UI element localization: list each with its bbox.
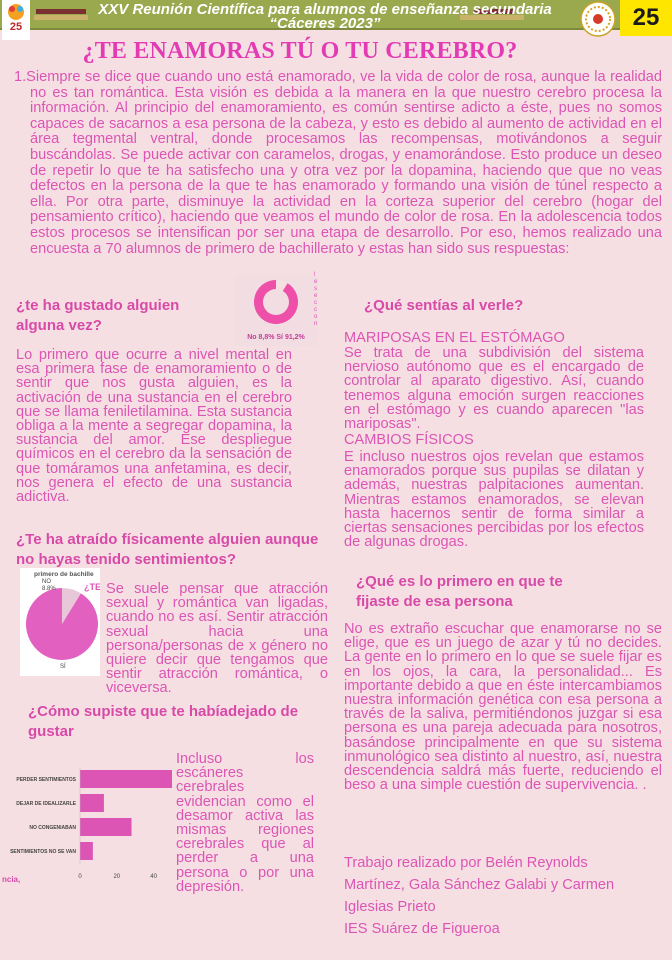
credits-line: Iglesias Prieto — [344, 899, 436, 915]
intro-number: 1. — [14, 69, 27, 85]
pie-label-no-pct: 8.8% — [42, 586, 56, 592]
pie-title: primero de bachille — [34, 571, 94, 578]
donut-chart — [234, 276, 318, 346]
intro-text: Siempre se dice que cuando uno está enamorado, ve la vida de color de rosa, aunque la realidad no es tan romántica. Esta visión es debida a la manera en la que nuestro cerebro procesa la información. Al principio del enamoramiento, es común sentirse adicto a éste, pues no somos capaces de sacarnos a esa persona de la cabeza, y esto es debido al aumento de actividad en el área tegmental ventral, donde procesamos las recompensas, motivándonos a seguir buscándolas. Se puede activar con caramelos, drogas, y enamorándose. Esto produce un deseo de repetir lo que te ha satisfecho una y otra vez por la dopamina, haciendo que que no veas defectos en la persona de la que te has enamorado y formando una visión de túnel respecto a ella. Por otra parte, disminuye la actividad en la corteza superior del cerebro (hogar del pensamiento crítico), haciendo que veamos el mundo de color de rosa. En la adolescencia todos estos procesos se intensifican por ser una etapa de desarrollo. Por eso, hemos realizado una encuesta a 70 alumnos de primero de bachillerato y estas han sido sus respuestas: — [26, 69, 662, 257]
bar-dejar-de-idealizarle — [80, 794, 104, 812]
text-q1: Lo primero que ocurre a nivel mental en esa primera fase de enamoramiento o de sentir que nos gusta alguien, es la activación de una sustancia en el cerebro que se llama feniletilamina. Esta sustancia obliga a la mente a segregar dopamina, la sustancia del amor. Ese despliegue químicos en el cerebro da la sensación de que tomáramos una anfetamina, es decir, nos genera el efecto de una sustancia adictiva. — [16, 347, 292, 506]
bar-category-label: PERDER SENTIMIENTOS — [16, 777, 76, 783]
bar-category-label: DEJAR DE IDEALIZARLE — [16, 801, 76, 807]
bar-tick-label: 20 — [113, 874, 121, 880]
credits-line: Trabajo realizado por Belén Reynolds — [344, 855, 588, 871]
bar-sentimientos-no-se-van — [80, 842, 93, 860]
event-title — [90, 3, 560, 31]
text-q5: No es extraño escuchar que enamorarse no se elige, que es un juego de azar y tú no decides. La gente en lo primero en lo que se suele fijar es en los ojos, la cara, la personalidad... Es importante debido a que en éste intercambiamos nuestra información genética con esa persona a través de la saliva, permitiéndonos juzgar si esa persona es una pareja adecuada para nosotros, basándose principalmente en que su sistema inmunológico sea distinto al nuestro, así, nuestra descendencia saldrá más fuerte, reduciendo el beso a una simple cuestión de supervivencia. . — [344, 621, 662, 794]
pie-side-label: ¿TE — [84, 582, 100, 592]
credits-line: IES Suárez de Figueroa — [344, 921, 500, 937]
bar-chart — [0, 764, 176, 884]
pie-chart — [20, 568, 100, 676]
bar-category-label: NO CONGENIABAN — [29, 825, 76, 831]
chart-pie-card — [20, 568, 100, 676]
intro-paragraph — [14, 70, 662, 257]
donut-caption: No 8,8% Sí 91,2% — [247, 334, 305, 341]
header-logo-strip-left — [36, 9, 86, 14]
bar-side-label: ncia, — [2, 875, 21, 884]
donut-vertical-legend: l e s e c c o n — [314, 272, 318, 327]
seal-icon — [580, 1, 616, 37]
heading-q2: ¿Te ha atraído físicamente alguien aunque no hayas tenido sentimientos? — [16, 531, 319, 568]
donut-hole — [263, 289, 289, 315]
bar-perder-sentimientos — [80, 770, 172, 788]
event-title-line1: XXV Reunión Científica para alumnos de enseñanza secundaria — [98, 1, 552, 18]
heading-q1: ¿te ha gustado alguien alguna vez? — [16, 297, 180, 334]
text-q3: Incluso los escáneres cerebrales evidencian como el desamor activa las mismas regiones cerebrales que al perder a una persona o por una depresión. — [176, 751, 314, 895]
event-title-line2: “Cáceres 2023” — [269, 15, 381, 32]
heading-q5: ¿Qué es lo primero en que te fijaste de esa persona — [356, 573, 563, 610]
logo-number: 25 — [9, 21, 23, 33]
bar-tick-label: 0 — [78, 874, 82, 880]
subheading-mariposas: MARIPOSAS EN EL ESTÓMAGO — [344, 330, 565, 346]
credits — [344, 852, 664, 940]
pie-label-no: NO — [42, 579, 51, 585]
chart-bar-card — [0, 764, 176, 884]
heading-q3: ¿Cómo supiste que te habíadejado de gustar — [28, 703, 299, 740]
text-cambios: E incluso nuestros ojos revelan que estamos enamorados porque sus pupilas se dilatan y además, nuestras palpitaciones aumentan. Mientras estamos enamorados, se elevan hasta hacernos sentir de forma similar a ciertas sensaciones percibidas por los efectos de algunas drogas. — [344, 449, 644, 551]
credits-line: Martínez, Gala Sánchez Galabi y Carmen — [344, 877, 615, 893]
page-title: ¿TE ENAMORAS TÚ O TU CEREBRO? — [82, 38, 518, 64]
header-logo-strip-left-bottom — [34, 15, 88, 20]
bar-category-label: SENTIMIENTOS NO SE VAN — [10, 849, 76, 855]
event-logo-icon — [2, 0, 30, 40]
page-number: 25 — [620, 0, 672, 36]
pie-label-si: SÍ — [60, 664, 66, 670]
text-q2: Se suele pensar que atracción sexual y romántica van ligadas, cuando no es así. Sentir atracción sexual hacia una persona/personas de x género no quiere decir que tengamos que sentir atracción romántica, o viceversa. — [106, 581, 328, 697]
subheading-cambios: CAMBIOS FÍSICOS — [344, 432, 474, 448]
bar-tick-label: 40 — [150, 874, 157, 880]
chart-donut-card — [234, 276, 318, 346]
text-mariposas: Se trata de una subdivisión del sistema nervioso autónomo que es el encargado de controlar al aparato digestivo. Así, cuando tenemos alguna emoción surgen reacciones en el estómago y es cuando aparecen "las mariposas". — [344, 345, 644, 433]
bar-no-congeniaban — [80, 818, 132, 836]
heading-q4: ¿Qué sentías al verle? — [364, 297, 524, 314]
